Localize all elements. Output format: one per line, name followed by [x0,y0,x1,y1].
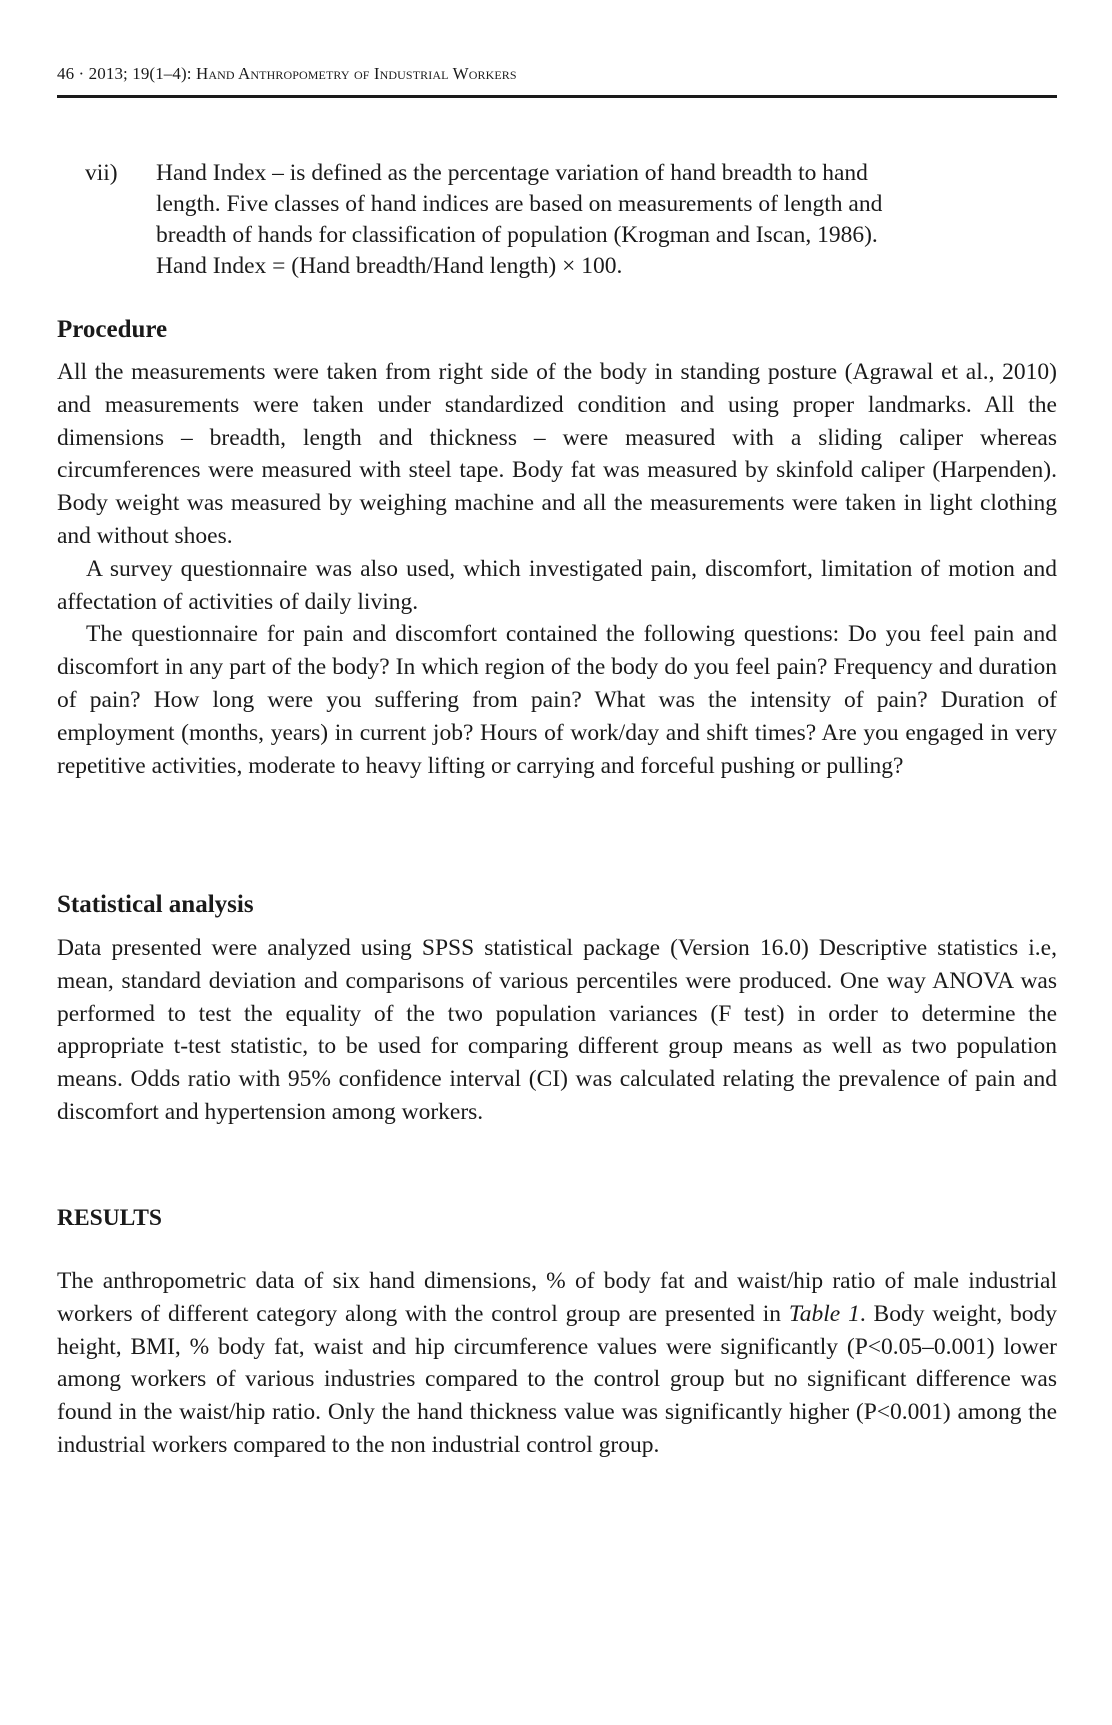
section-heading-procedure: Procedure [57,316,168,343]
results-text: The anthropometric data of six hand dimensions, % of body fat and waist/hip ratio of male industrial workers of different category along with the control group are presented in [57,1268,1057,1327]
item-number: vii) [85,160,118,186]
statistical-analysis-paragraph: Data presented were analyzed using SPSS statistical package (Version 16.0) Descriptive statistics i.e, mean, standard deviation and comparisons of various percentiles were produced. One way ANOVA was performed to test the equality of the two population variances (F test) in order to determine the appropriate t-test statistic, to be used for comparing different group means as well as two population means. Odds ratio with 95% confidence interval (CI) was calculated relating the prevalence of pain and discomfort and hypertension among workers. [57,935,1057,1125]
item-line: Hand Index – is defined as the percentage variation of hand breadth to hand [156,160,868,186]
procedure-paragraph-2: A survey questionnaire was also used, which investigated pain, discomfort, limitation of motion and affectation of activities of daily living. [57,555,1057,615]
section-heading-results: RESULTS [57,1205,162,1231]
section-heading-statistical-analysis: Statistical analysis [57,891,254,918]
running-title: Hand Anthropometry of Industrial Workers [195,64,517,83]
results-paragraph [57,1265,1057,1462]
procedure-paragraph-1: All the measurements were taken from right side of the body in standing posture (Agrawal et al., 2010) and measurements were taken under standardized condition and using proper landmarks. All the dimensions – breadth, length and thickness – were measured with a sliding caliper whereas circumferences were measured with steel tape. Body fat was measured by skinfold caliper (Harpenden). Body weight was measured by weighing machine and all the measurements were taken in light clothing and without shoes. [57,359,1057,549]
results-text-cont: . Body weight, body height, BMI, % body fat, waist and hip circumference values were significantly (P<0.05–0.001) lower among workers of various industries compared to the control group but no significant difference was found in the waist/hip ratio. Only the hand thickness value was significantly higher (P<0.001) among the industrial workers compared to the non industrial control group. [57,1300,1057,1458]
table-reference: Table 1 [788,1300,860,1327]
definition-item-hand-index [85,158,1057,282]
page-citation: 46 · 2013; 19(1–4): [57,64,192,83]
results-section [57,1265,1057,1462]
statistical-analysis-section [57,932,1057,1129]
running-header [57,64,1057,84]
item-line: Hand Index = (Hand breadth/Hand length) × 100. [156,253,623,279]
procedure-paragraph-3: The questionnaire for pain and discomfort contained the following questions: Do you feel pain and discomfort in any part of the body? In which region of the body do you feel pain? Frequency and duration of pain? How long were you suffering from pain? What was the intensity of pain? Duration of employment (months, years) in current job? Hours of work/day and shift times? Are you engaged in very repetitive activities, moderate to heavy lifting or carrying and forceful pushing or pulling? [57,621,1057,779]
item-line: breadth of hands for classification of population (Krogman and Iscan, 1986). [156,222,878,248]
procedure-section [57,356,1057,782]
header-rule [57,95,1057,98]
item-line: length. Five classes of hand indices are based on measurements of length and [156,191,883,217]
item-text [156,158,1057,282]
